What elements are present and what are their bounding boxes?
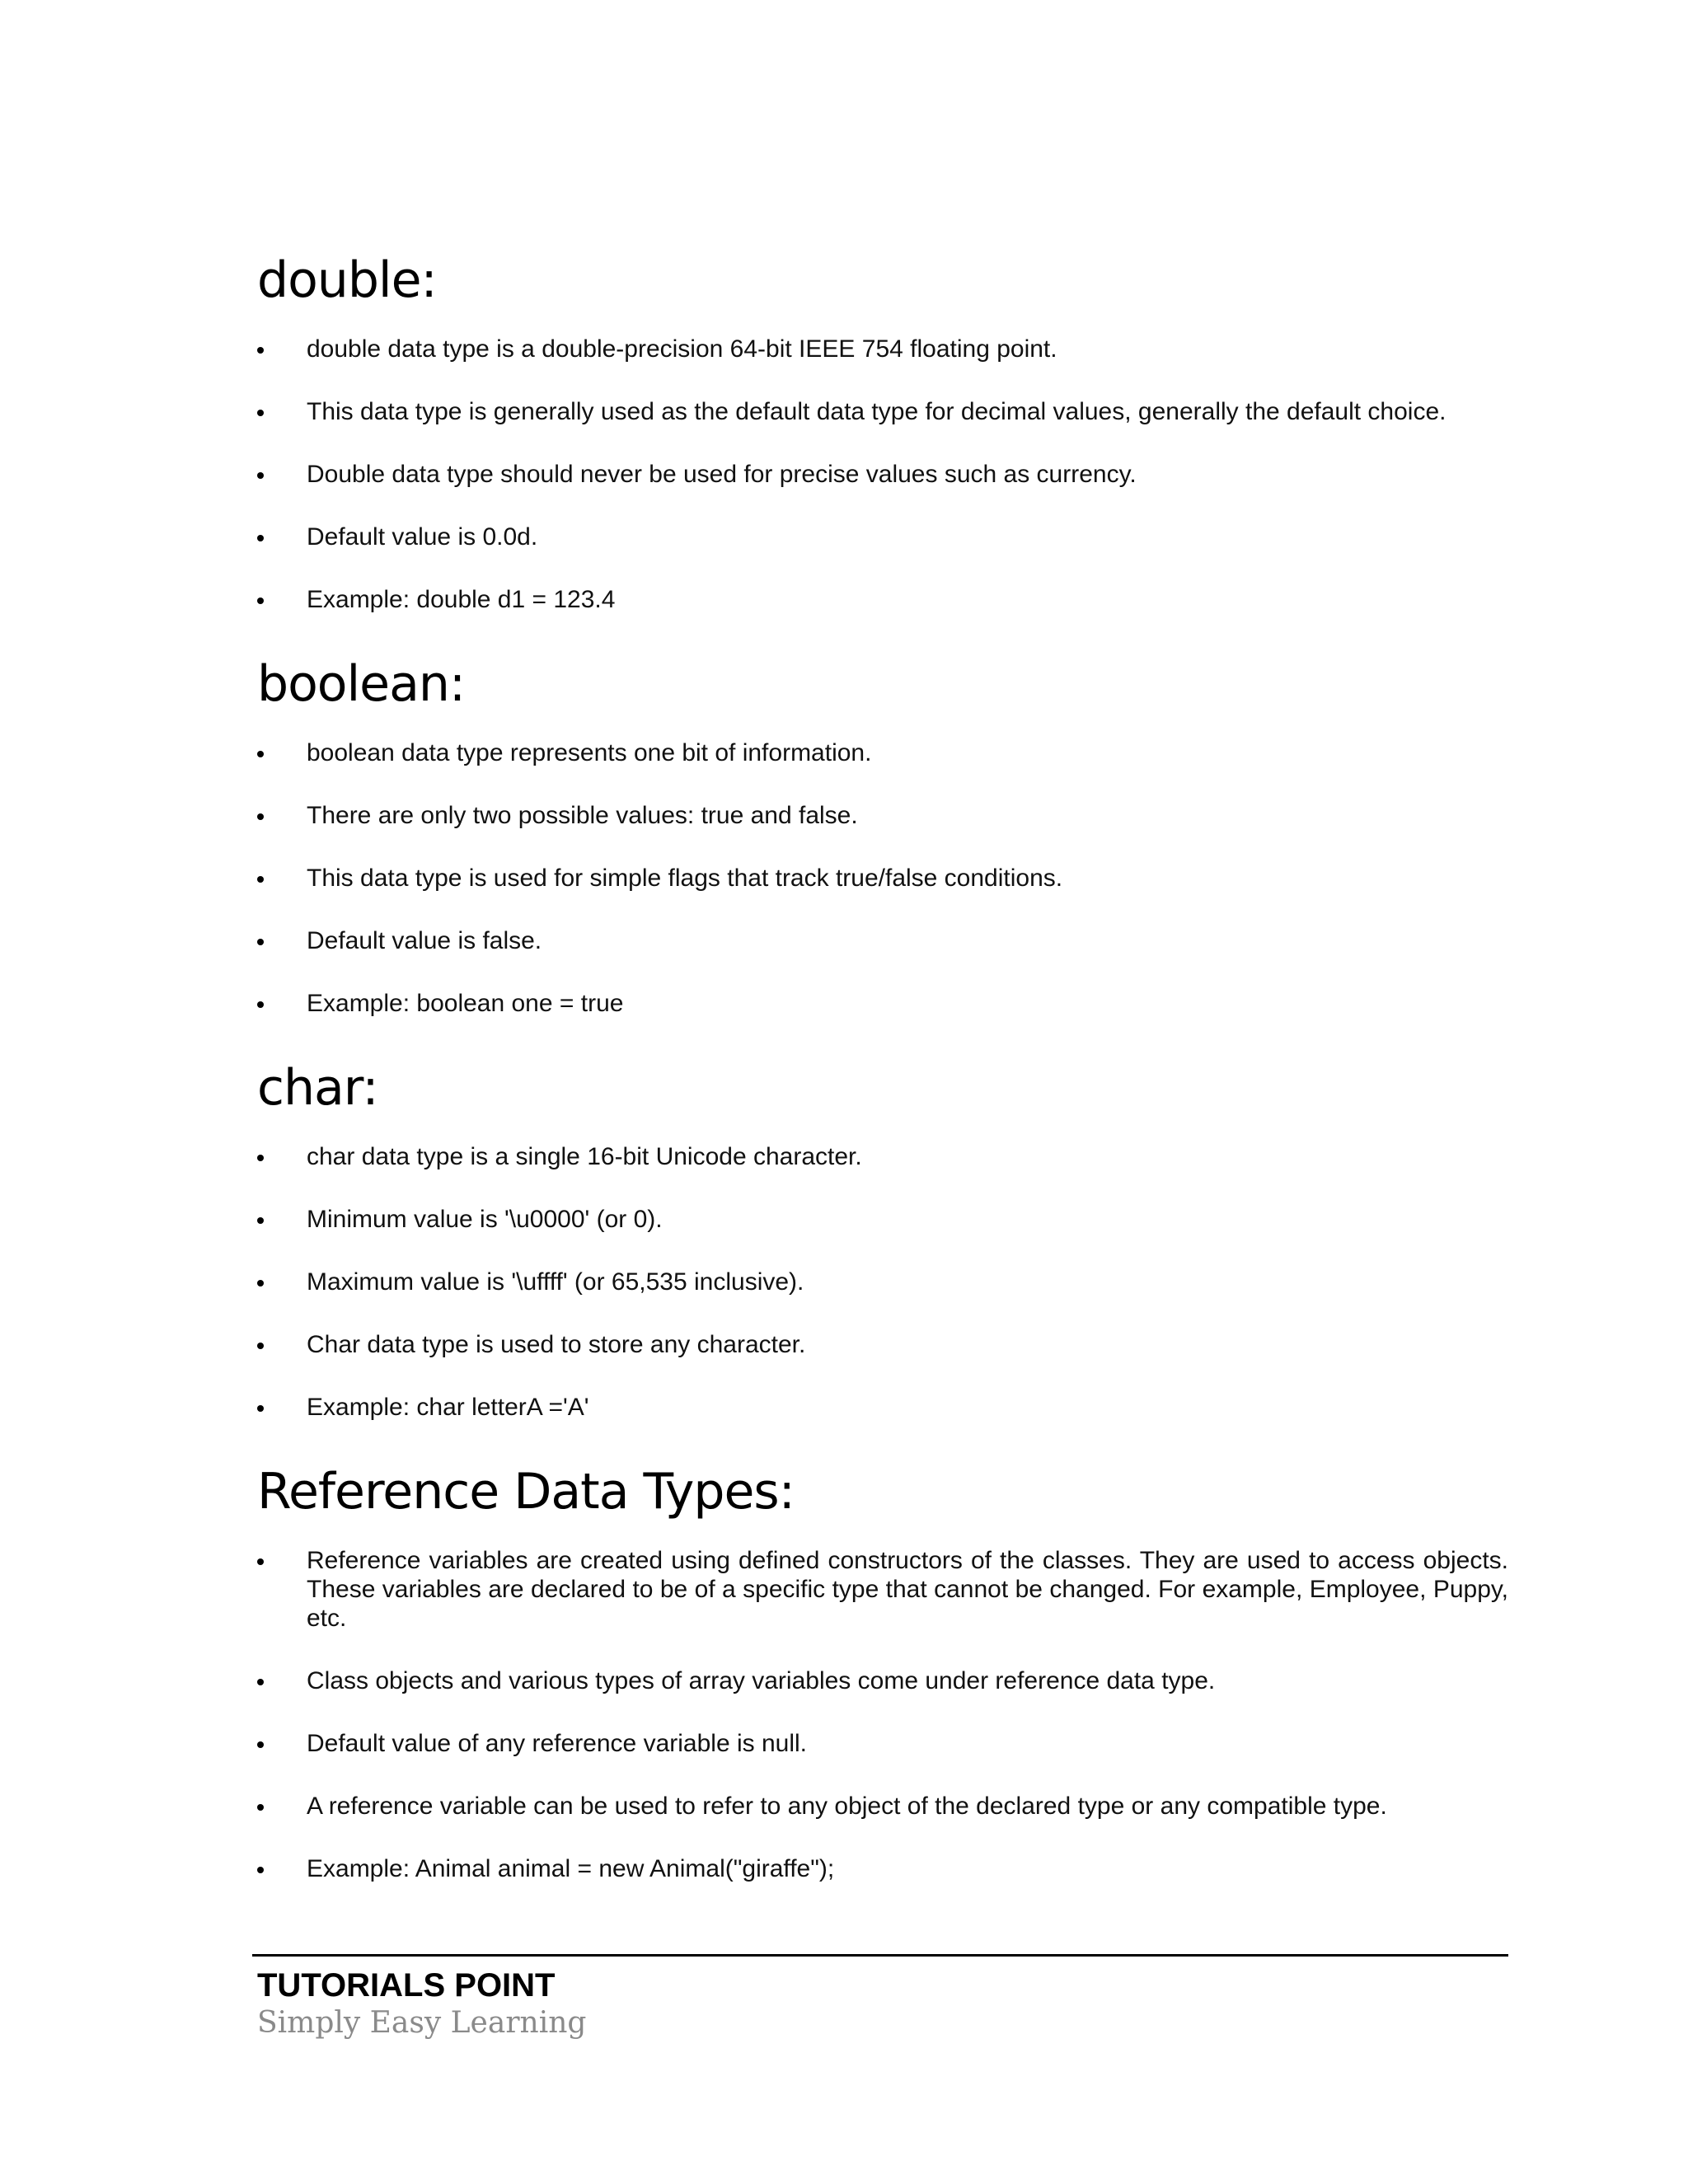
bullet-list xyxy=(257,1546,1508,1883)
list-item-text: A reference variable can be used to refer to any object of the declared type or any compatible type. xyxy=(307,1793,1387,1820)
list-item-text: Class objects and various types of array variables come under reference data type. xyxy=(307,1667,1216,1694)
list-item-text: This data type is used for simple flags that track true/false conditions. xyxy=(307,865,1063,892)
section-double xyxy=(257,244,1508,614)
bullet-icon xyxy=(257,751,264,757)
list-item xyxy=(257,1268,1508,1296)
section-reference-data-types xyxy=(257,1455,1508,1883)
bullet-list xyxy=(257,1142,1508,1422)
document-page xyxy=(257,244,1508,1917)
list-item xyxy=(257,585,1508,614)
list-item-text: Reference variables are created using defined constructors of the classes. They are used to access objects. These variables are declared to be of a specific type that cannot be changed. For example, Employee, Puppy, etc. xyxy=(307,1547,1508,1632)
list-item-text: Default value is false. xyxy=(307,927,542,954)
bullet-icon xyxy=(257,472,264,479)
list-item xyxy=(257,1792,1508,1821)
bullet-icon xyxy=(257,535,264,541)
list-item-text: boolean data type represents one bit of information. xyxy=(307,739,872,766)
page-footer xyxy=(252,1954,1508,2042)
footer-divider xyxy=(252,1954,1508,1957)
list-item-text: char data type is a single 16-bit Unicode character. xyxy=(307,1143,862,1170)
section-char xyxy=(257,1052,1508,1422)
list-item-text: Default value is 0.0d. xyxy=(307,523,538,551)
section-title: Reference Data Types: xyxy=(257,1463,795,1521)
list-item xyxy=(257,926,1508,955)
footer-tagline: Simply Easy Learning xyxy=(257,2006,587,2040)
bullet-icon xyxy=(257,347,264,354)
section-title: double: xyxy=(257,251,437,309)
bullet-icon xyxy=(257,813,264,820)
list-item xyxy=(257,1142,1508,1171)
section-title: boolean: xyxy=(257,655,466,713)
bullet-icon xyxy=(257,1867,264,1873)
bullet-icon xyxy=(257,1741,264,1748)
bullet-icon xyxy=(257,1155,264,1161)
bullet-icon xyxy=(257,1679,264,1685)
list-item-text: Example: boolean one = true xyxy=(307,990,624,1017)
list-item-text: This data type is generally used as the default data type for decimal values, generally the default choice. xyxy=(307,398,1447,425)
bullet-icon xyxy=(257,1001,264,1008)
bullet-list xyxy=(257,335,1508,614)
bullet-icon xyxy=(257,1405,264,1412)
list-item xyxy=(257,1546,1508,1633)
list-item-text: Maximum value is '\uffff' (or 65,535 inclusive). xyxy=(307,1268,804,1296)
list-item xyxy=(257,989,1508,1018)
list-item xyxy=(257,335,1508,363)
list-item xyxy=(257,1854,1508,1883)
list-item xyxy=(257,1666,1508,1695)
bullet-icon xyxy=(257,1280,264,1286)
list-item xyxy=(257,738,1508,767)
list-item-text: There are only two possible values: true and false. xyxy=(307,802,858,829)
section-title: char: xyxy=(257,1059,378,1117)
list-item xyxy=(257,1205,1508,1234)
bullet-icon xyxy=(257,876,264,883)
list-item-text: Example: double d1 = 123.4 xyxy=(307,586,616,613)
list-item xyxy=(257,1393,1508,1422)
bullet-icon xyxy=(257,598,264,604)
list-item-text: double data type is a double-precision 64-bit IEEE 754 floating point. xyxy=(307,335,1057,363)
footer-brand: TUTORIALS POINT xyxy=(257,1967,556,2004)
list-item xyxy=(257,460,1508,489)
bullet-list xyxy=(257,738,1508,1018)
list-item-text: Minimum value is '\u0000' (or 0). xyxy=(307,1206,663,1233)
bullet-icon xyxy=(257,1217,264,1224)
list-item-text: Char data type is used to store any character. xyxy=(307,1331,806,1358)
list-item xyxy=(257,864,1508,893)
list-item-text: Default value of any reference variable is null. xyxy=(307,1730,808,1757)
list-item xyxy=(257,1330,1508,1359)
bullet-icon xyxy=(257,1343,264,1349)
list-item xyxy=(257,1729,1508,1758)
bullet-icon xyxy=(257,410,264,416)
list-item-text: Example: char letterA ='A' xyxy=(307,1394,589,1421)
bullet-icon xyxy=(257,1558,264,1565)
list-item xyxy=(257,397,1508,426)
list-item-text: Double data type should never be used for precise values such as currency. xyxy=(307,461,1137,488)
list-item xyxy=(257,523,1508,551)
bullet-icon xyxy=(257,939,264,945)
bullet-icon xyxy=(257,1804,264,1811)
list-item xyxy=(257,801,1508,830)
section-boolean xyxy=(257,648,1508,1018)
list-item-text: Example: Animal animal = new Animal("giraffe"); xyxy=(307,1855,835,1882)
